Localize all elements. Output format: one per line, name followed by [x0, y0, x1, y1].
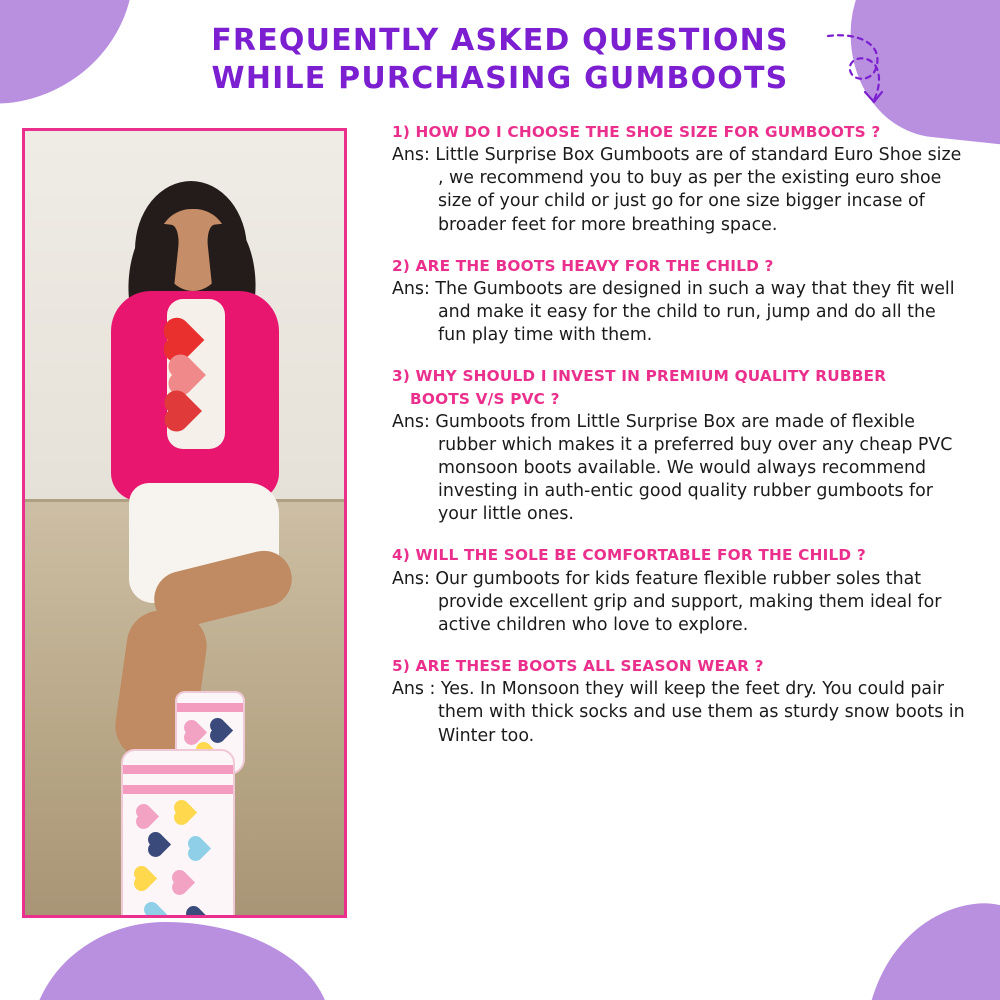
page-title-line-2: WHILE PURCHASING GUMBOOTS: [211, 61, 789, 97]
faq-question-line-2: BOOTS V/S PVC ?: [410, 389, 560, 408]
page-title-line-1: FREQUENTLY ASKED QUESTIONS: [211, 23, 789, 58]
faq-answer: Ans: Our gumboots for kids feature flexible rubber soles that provide excellent grip and support, making them ideal for active children who love to explore.: [392, 568, 942, 635]
photo-image: [25, 131, 344, 915]
faq-answer: Ans: Little Surprise Box Gumboots are of standard Euro Shoe size , we recommend you to buy as per the existing euro shoe size of your child or just go for one size bigger incase of broader feet for more breathing space.: [392, 145, 962, 235]
faq-item-2: [392, 256, 967, 348]
faq-item-3: [392, 366, 967, 526]
decorative-blob-bottom-right: [853, 896, 1000, 1000]
product-photo: [22, 128, 347, 918]
faq-question: 5) ARE THESE BOOTS ALL SEASON WEAR ?: [392, 657, 764, 676]
faq-question: 2) ARE THE BOOTS HEAVY FOR THE CHILD ?: [392, 256, 774, 275]
photo-gumboot-front: [121, 749, 235, 918]
faq-item-1: [392, 122, 967, 237]
photo-girl-jacket: [111, 291, 279, 501]
curly-arrow-icon: [818, 30, 898, 110]
faq-question: 4) WILL THE SOLE BE COMFORTABLE FOR THE CHILD ?: [392, 546, 866, 565]
faq-item-5: [392, 656, 967, 748]
faq-question: 1) HOW DO I CHOOSE THE SHOE SIZE FOR GUMBOOTS ?: [392, 123, 881, 141]
faq-answer: Ans: Gumboots from Little Surprise Box are made of flexible rubber which makes it a preferred buy over any cheap PVC monsoon boots available. We would always recommend investing in auth-entic good quality rubber gumboots for your little ones.: [392, 411, 953, 525]
faq-answer: Ans : Yes. In Monsoon they will keep the feet dry. You could pair them with thick socks and use them as sturdy snow boots in Winter too.: [392, 679, 965, 746]
faq-list: [392, 122, 967, 748]
decorative-blob-bottom-left: [30, 922, 330, 1000]
faq-question: 3) WHY SHOULD I INVEST IN PREMIUM QUALITY RUBBER: [392, 367, 887, 386]
faq-answer: Ans: The Gumboots are designed in such a way that they fit well and make it easy for the child to run, jump and do all the fun play time with them.: [392, 278, 955, 346]
faq-item-4: [392, 545, 967, 637]
